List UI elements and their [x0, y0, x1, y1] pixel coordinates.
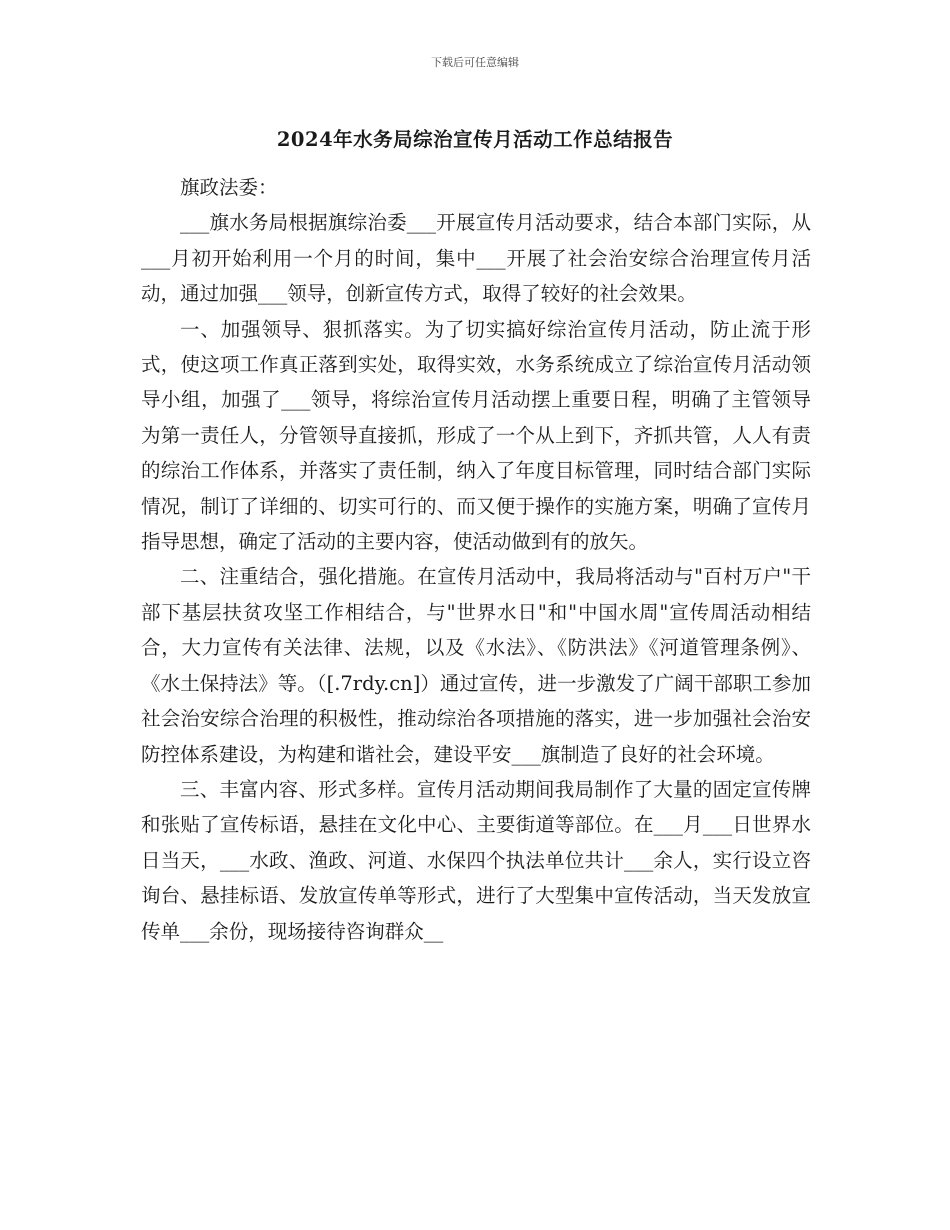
paragraph-section-1: 一、加强领导、狠抓落实。为了切实搞好综治宣传月活动，防止流于形式，使这项工作真正落到实处，取得实效，水务系统成立了综治宣传月活动领导小组，加强了___领导，将综治宣传月活动摆上重要日程，明确了主管领导为第一责任人，分管领导直接抓，形成了一个从上到下，齐抓共管，人人有责的综治工作体系，并落实了责任制，纳入了年度目标管理，同时结合部门实际情况，制订了详细的、切实可行的、而又便于操作的实施方案，明确了宣传月指导思想，确定了活动的主要内容，使活动做到有的放矢。 [141, 317, 811, 554]
paragraph-section-2: 二、注重结合，强化措施。在宣传月活动中，我局将活动与"百村万户"干部下基层扶贫攻坚工作相结合，与"世界水日"和"中国水周"宣传周活动相结合，大力宣传有关法律、法规，以及《水法》、《防洪法》《河道管理条例》、《水土保持法》等。（[.7rdy.cn]）通过宣传，进一步激发了广阔干部职工参加社会治安综合治理的积极性，推动综治各项措施的落实，进一步加强社会治安防控体系建设，为构建和谐社会，建设平安___旗制造了良好的社会环境。 [141, 565, 811, 766]
document-title: 2024年水务局综治宣传月活动工作总结报告 [276, 128, 674, 151]
document-body [141, 170, 811, 949]
salutation: 旗政法委： [180, 176, 278, 199]
page-header-note: 下载后可任意编辑 [431, 56, 519, 69]
paragraph-intro: ___旗水务局根据旗综治委___开展宣传月活动要求，结合本部门实际，从___月初开始利用一个月的时间，集中___开展了社会治安综合治理宣传月活动，通过加强___领导，创新宣传方式，取得了较好的社会效果。 [141, 211, 811, 306]
paragraph-section-3: 三、丰富内容、形式多样。宣传月活动期间我局制作了大量的固定宣传牌和张贴了宣传标语，悬挂在文化中心、主要街道等部位。在___月___日世界水日当天，___水政、渔政、河道、水保四个执法单位共计___余人，实行设立咨询台、悬挂标语、发放宣传单等形式，进行了大型集中宣传活动，当天发放宣传单___余份，现场接待咨询群众__ [141, 777, 811, 943]
